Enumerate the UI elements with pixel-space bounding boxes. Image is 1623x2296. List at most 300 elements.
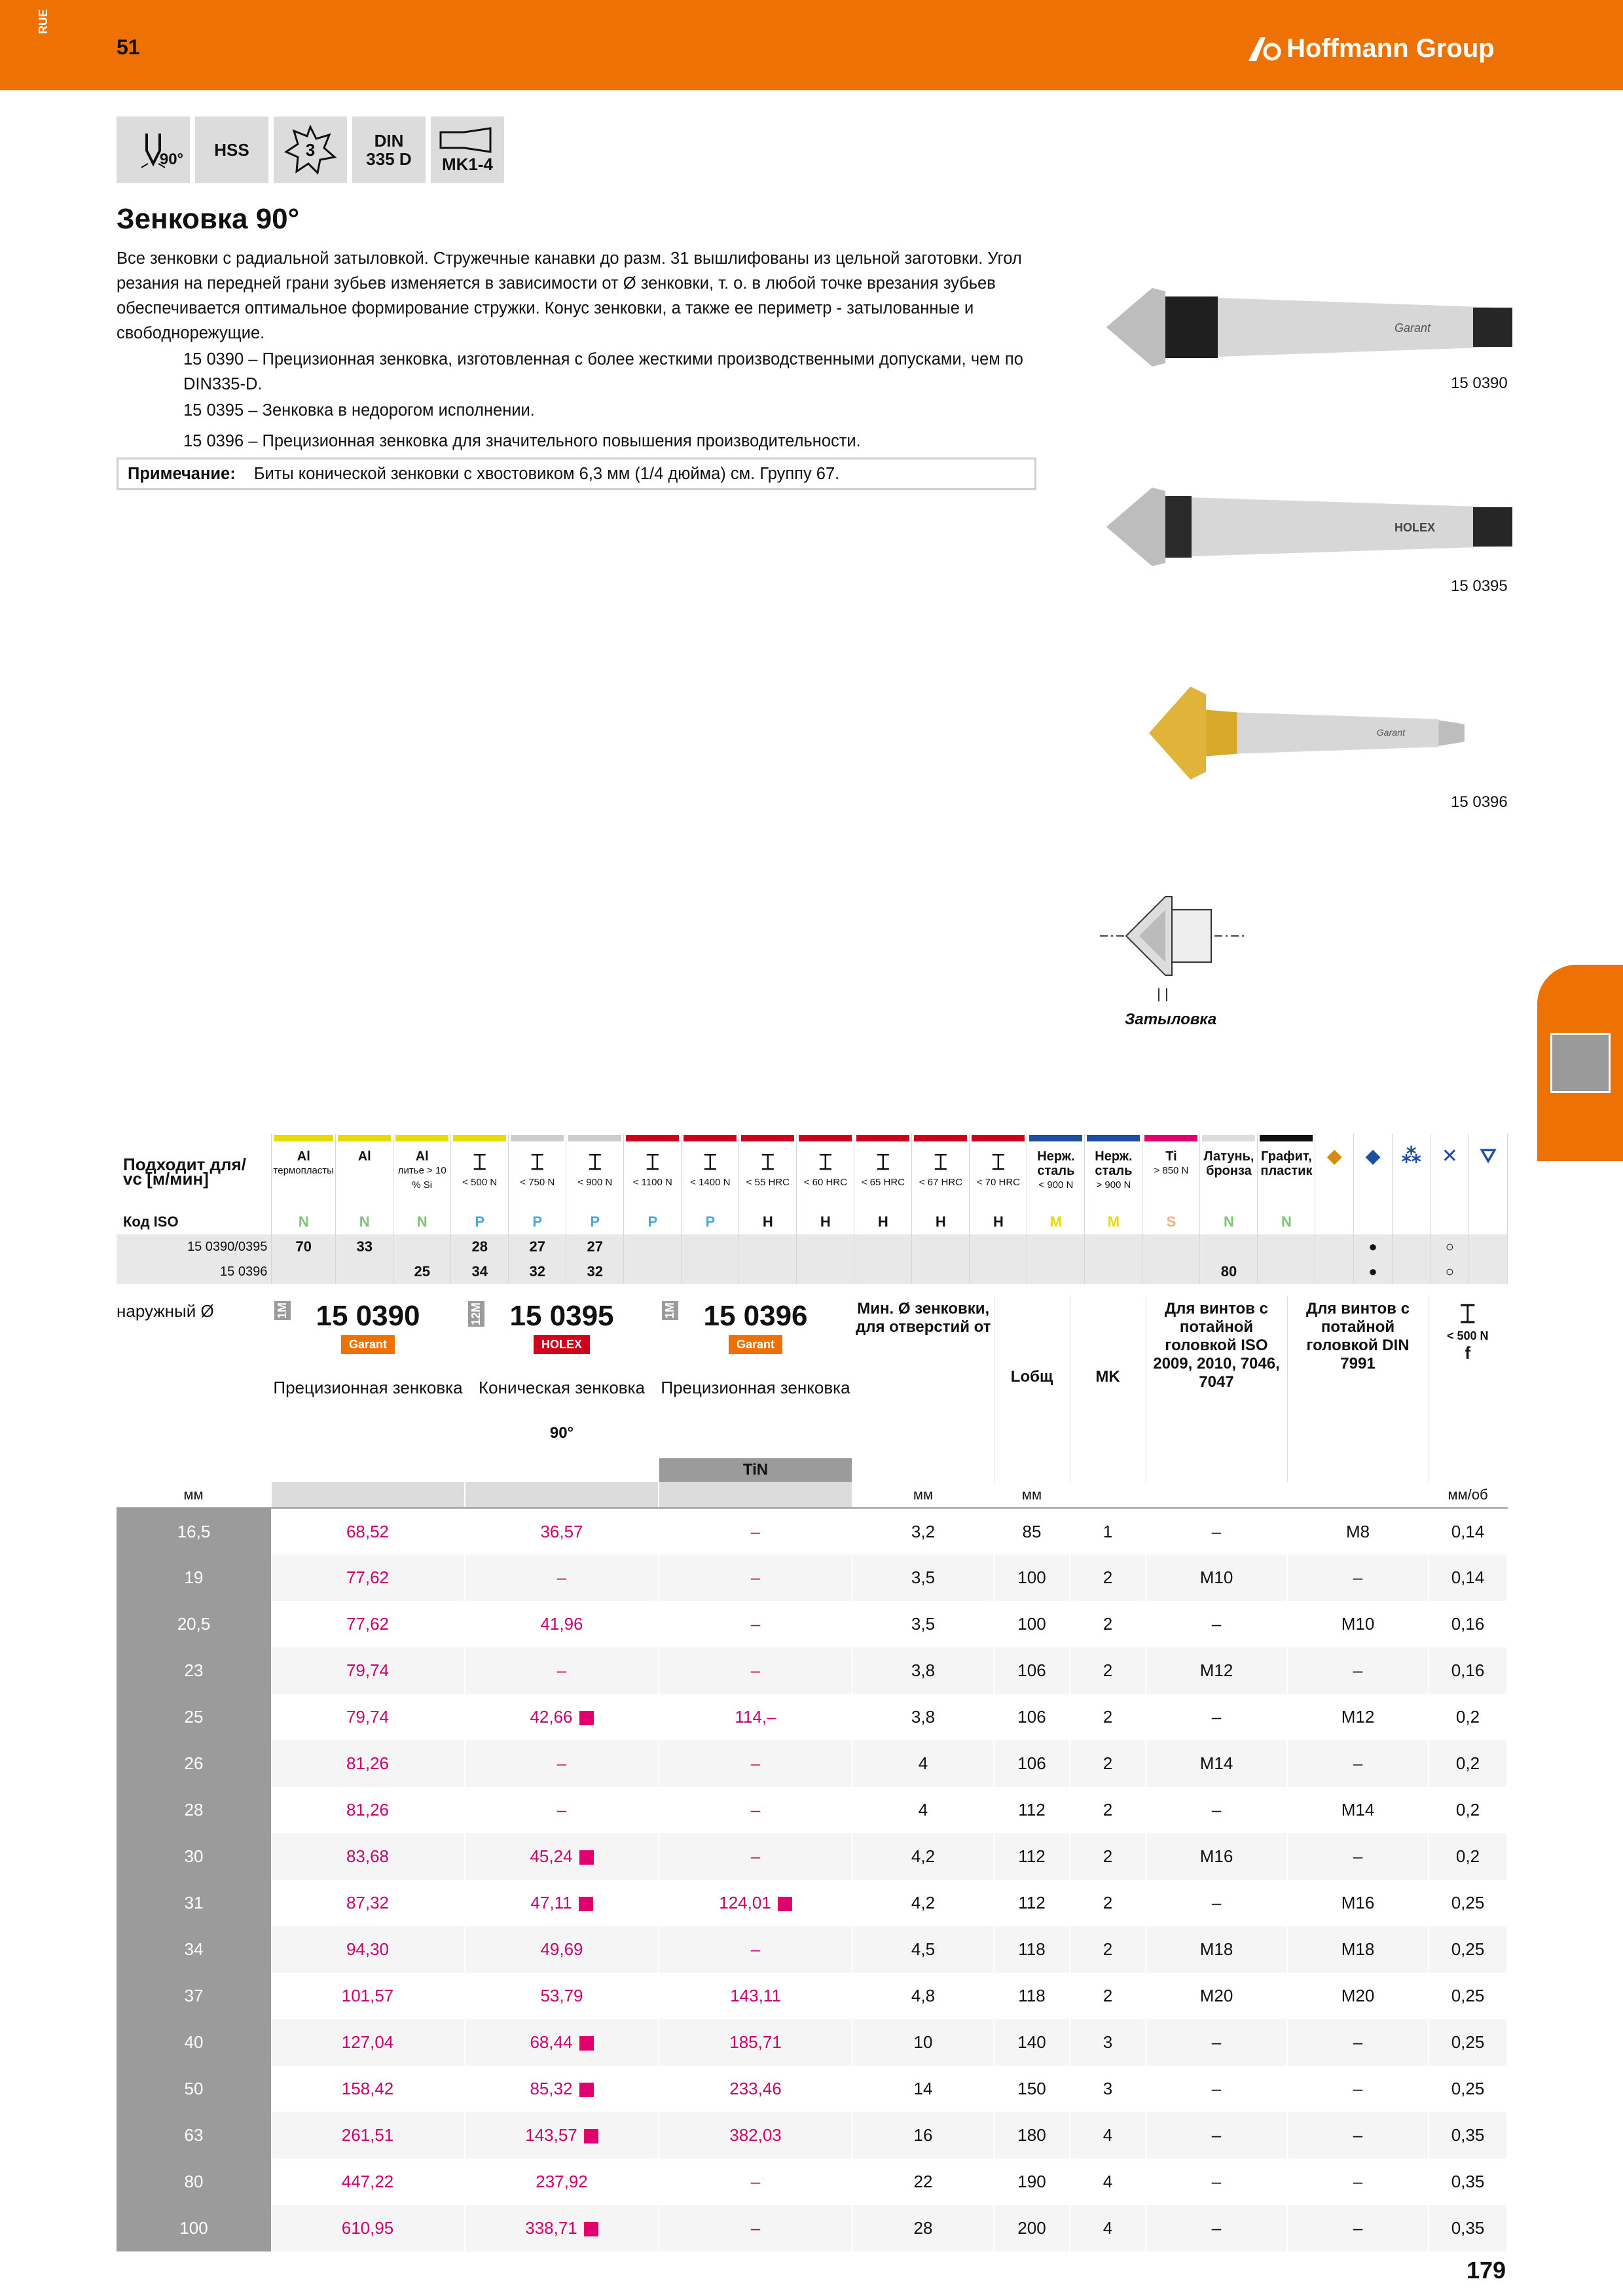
outer-diameter: 31: [117, 1880, 271, 1926]
unit-cell: [1146, 1482, 1287, 1508]
material-column: [624, 1134, 682, 1210]
din-cell: –: [1287, 1554, 1429, 1601]
material-color-bar: [856, 1135, 909, 1141]
price-cell[interactable]: [465, 1694, 659, 1740]
brand-logo[interactable]: [1247, 34, 1495, 63]
cutting-speed: [682, 1259, 739, 1284]
price-value: –: [750, 1753, 761, 1773]
price-cell[interactable]: [271, 1833, 465, 1880]
mk-cell: 3: [1070, 2066, 1146, 2112]
price-value: 49,69: [540, 1939, 583, 1959]
svg-text:HOLEX: HOLEX: [1395, 521, 1436, 534]
f-cell: 0,25: [1429, 1926, 1507, 1973]
material-strength: литье > 10 % Si: [397, 1165, 447, 1191]
note-box: Примечание: Биты конической зенковки с хвостовиком 6,3 мм (1/4 дюйма) см. Группу 67.: [117, 457, 1036, 490]
material-strength: < 60 HRC: [803, 1177, 847, 1188]
price-cell[interactable]: [271, 1508, 465, 1554]
price-value: 36,57: [540, 1521, 583, 1541]
price-cell[interactable]: [271, 1787, 465, 1833]
table-row[interactable]: [117, 1647, 1507, 1694]
price-cell[interactable]: [659, 1508, 852, 1554]
cutting-speed: 25: [393, 1259, 451, 1284]
material-strength: < 750 N: [520, 1177, 555, 1188]
outer-diameter: 40: [117, 2019, 271, 2066]
price-value: –: [750, 1846, 761, 1866]
price-cell[interactable]: [465, 1647, 659, 1694]
price-value: 68,44: [530, 2032, 573, 2052]
min-cell: 3,5: [852, 1601, 994, 1647]
page-title: Зенковка 90°: [117, 203, 300, 235]
price-cell[interactable]: [465, 2112, 659, 2159]
cutting-speed: [1085, 1234, 1142, 1259]
price-cell[interactable]: [659, 1740, 852, 1787]
table-row[interactable]: [117, 1694, 1507, 1740]
mk-cell: 2: [1070, 1601, 1146, 1647]
f-cell: 0,2: [1429, 1740, 1507, 1787]
coolant-mark: [1315, 1259, 1354, 1284]
material-strength: > 850 N: [1154, 1165, 1189, 1176]
l-cell: 118: [994, 1973, 1070, 2019]
table-row[interactable]: [117, 1601, 1507, 1647]
f-cell: 0,35: [1429, 2205, 1507, 2251]
table-row[interactable]: [117, 1508, 1507, 1554]
article-description: Прецизионная зенковка: [273, 1378, 463, 1397]
material-strength: < 500 N: [462, 1177, 498, 1188]
price-value: 77,62: [346, 1568, 390, 1587]
price-cell[interactable]: [659, 2019, 852, 2066]
l-cell: 140: [994, 2019, 1070, 2066]
l-cell: 150: [994, 2066, 1070, 2112]
section-tab[interactable]: [1537, 965, 1623, 1161]
price-cell[interactable]: [465, 2205, 659, 2251]
cutting-speed: [797, 1234, 854, 1259]
table-row[interactable]: [117, 1740, 1507, 1787]
iso-code: N: [1258, 1210, 1315, 1234]
price-cell[interactable]: [659, 1880, 852, 1926]
cutting-speed: 32: [509, 1259, 566, 1284]
article-number: 15 0395: [509, 1300, 614, 1332]
cutting-speed: [854, 1234, 912, 1259]
material-column: [509, 1134, 566, 1210]
min-cell: 3,2: [852, 1508, 994, 1554]
cutting-speed: [336, 1259, 393, 1284]
cutting-speed: [393, 1234, 451, 1259]
f-cell: 0,25: [1429, 2019, 1507, 2066]
table-row[interactable]: [117, 2205, 1507, 2251]
iso-cell: M10: [1146, 1554, 1287, 1601]
countersink-photo-150390: [1106, 278, 1512, 376]
price-value: 101,57: [341, 1986, 394, 2005]
table-row[interactable]: [117, 1833, 1507, 1880]
dry-crossed-icon: ✕: [1431, 1134, 1469, 1210]
brand-badge: Garant: [341, 1335, 395, 1354]
coolant-mark: ●: [1354, 1259, 1393, 1284]
coolant-mark: [1315, 1234, 1354, 1259]
f-cell: 0,35: [1429, 2112, 1507, 2159]
table-row[interactable]: [117, 1880, 1507, 1926]
material-column: [797, 1134, 854, 1210]
iso-code: H: [854, 1210, 912, 1234]
outer-diameter: 30: [117, 1833, 271, 1880]
price-cell[interactable]: [659, 1787, 852, 1833]
price-value: –: [750, 1660, 761, 1680]
din-cell: –: [1287, 1740, 1429, 1787]
table-row[interactable]: [117, 2159, 1507, 2205]
relief-caption: Затыловка: [1125, 1011, 1217, 1028]
price-cell[interactable]: [271, 1647, 465, 1694]
svg-text:3: 3: [305, 140, 316, 160]
unit-cell: мм/об: [1429, 1482, 1507, 1508]
coolant-mark: ○: [1431, 1234, 1469, 1259]
relief-drawing: [1093, 890, 1250, 1014]
stock-marker-icon: [778, 1897, 792, 1911]
material-name: Al: [357, 1149, 371, 1164]
price-value: –: [556, 1753, 567, 1773]
min-cell: 3,5: [852, 1554, 994, 1601]
material-column: [1085, 1134, 1142, 1210]
l-cell: 106: [994, 1694, 1070, 1740]
mk-cell: 4: [1070, 2112, 1146, 2159]
iso-code: M: [1027, 1210, 1085, 1234]
countersink-photo-150395: [1106, 478, 1512, 576]
price-cell[interactable]: [659, 1926, 852, 1973]
price-value: 382,03: [729, 2125, 782, 2145]
iso-code: S: [1142, 1210, 1200, 1234]
price-value: 127,04: [341, 2032, 394, 2052]
unit-cell: [1287, 1482, 1429, 1508]
unit-cell: мм: [117, 1482, 271, 1508]
unit-cell: [659, 1482, 852, 1508]
material-name: Нерж. сталь: [1037, 1149, 1075, 1178]
material-strength: < 70 HRC: [976, 1177, 1021, 1188]
price-value: –: [750, 2218, 761, 2238]
iso-cell: –: [1146, 1787, 1287, 1833]
cutting-speed: 80: [1200, 1259, 1258, 1284]
material-name: Al: [297, 1149, 310, 1164]
table-row[interactable]: [117, 2112, 1507, 2159]
din-cell: –: [1287, 2066, 1429, 2112]
stock-marker-icon: [579, 1897, 593, 1911]
price-cell[interactable]: [659, 1647, 852, 1694]
order-line: 15 0390 – Прецизионная зенковка, изготовленная с более жесткими производственными допусками, чем по DIN335-D.: [183, 350, 1023, 393]
cutting-speed: [624, 1234, 682, 1259]
min-cell: 4: [852, 1787, 994, 1833]
price-cell[interactable]: [465, 2159, 659, 2205]
price-cell[interactable]: [465, 1508, 659, 1554]
material-strength: < 55 HRC: [746, 1177, 790, 1188]
brand-badge: Garant: [729, 1335, 782, 1354]
price-cell[interactable]: [271, 1554, 465, 1601]
material-color-bar: [395, 1135, 448, 1141]
l-cell: 112: [994, 1880, 1070, 1926]
mk-cell: 2: [1070, 1880, 1146, 1926]
outer-diameter: 19: [117, 1554, 271, 1601]
table-row[interactable]: [117, 1554, 1507, 1601]
price-cell[interactable]: [271, 1973, 465, 2019]
material-strength: < 1100 N: [632, 1177, 672, 1188]
price-value: –: [556, 1800, 567, 1820]
table-row[interactable]: [117, 2019, 1507, 2066]
cutting-speed: 27: [509, 1234, 566, 1259]
coolant-mark: [1469, 1234, 1508, 1259]
material-strength: < 65 HRC: [861, 1177, 905, 1188]
product-description: Все зенковки с радиальной затыловкой. Стружечные канавки до разм. 31 вышлифованы из цельной заготовки. Угол резания на передней грани зубьев изменяется в зависимости от Ø зенковки, т. о. в любой точке врезания зубьев обеспечивается оптимальное формирование стружки. Конус зенковки, а также ее периметр - затылованные и свободнорежущие.: [117, 249, 1022, 342]
price-value: 87,32: [346, 1893, 390, 1912]
coolant-mark: ●: [1354, 1234, 1393, 1259]
material-color-bar: [1029, 1135, 1082, 1141]
photo-caption: 15 0396: [1451, 793, 1508, 811]
iso-row: [117, 1210, 1508, 1234]
i-beam-icon: ⌶: [473, 1150, 486, 1175]
price-cell[interactable]: [659, 2066, 852, 2112]
material-color-bar: [1202, 1135, 1255, 1141]
price-cell[interactable]: [271, 2019, 465, 2066]
stock-marker-icon: [579, 2036, 594, 2051]
price-cell[interactable]: [659, 1694, 852, 1740]
min-diameter-header: Мин. Ø зенковки, для отверстий от: [852, 1296, 994, 1482]
outer-diameter: 37: [117, 1973, 271, 2019]
mk-cell: 2: [1070, 1647, 1146, 1694]
feed-header: [1429, 1296, 1507, 1482]
cutting-speed: [739, 1234, 797, 1259]
i-beam-icon: ⌶: [1459, 1300, 1476, 1329]
material-column: [970, 1134, 1027, 1210]
iso-cell: –: [1146, 2159, 1287, 2205]
iso-cell: –: [1146, 1508, 1287, 1554]
price-value: –: [750, 1521, 761, 1541]
photo-caption: 15 0390: [1451, 374, 1508, 392]
application-row: [117, 1259, 1508, 1284]
unit-cell: мм: [852, 1482, 994, 1508]
outer-diameter-header: наружный Ø: [117, 1296, 271, 1482]
feed-symbol: f: [1465, 1343, 1471, 1363]
price-value: 45,24: [530, 1846, 573, 1866]
material-color-bar: [741, 1135, 794, 1141]
stock-marker-icon: [579, 1850, 594, 1865]
l-cell: 112: [994, 1833, 1070, 1880]
unit-row: [117, 1482, 1507, 1508]
material-strength: термопласты: [273, 1165, 334, 1176]
table-row[interactable]: [117, 1926, 1507, 1973]
i-beam-icon: ⌶: [761, 1150, 775, 1175]
material-column: [393, 1134, 451, 1210]
svg-text:Garant: Garant: [1395, 321, 1431, 334]
price-cell[interactable]: [271, 2159, 465, 2205]
price-value: –: [750, 1568, 761, 1587]
unit-cell: [465, 1482, 659, 1508]
price-value: 143,57: [525, 2125, 577, 2145]
price-value: 81,26: [346, 1800, 390, 1820]
article-description: Прецизионная зенковка: [661, 1378, 850, 1397]
i-beam-icon: ⌶: [991, 1150, 1006, 1175]
f-cell: 0,25: [1429, 1973, 1507, 2019]
price-cell[interactable]: [659, 1601, 852, 1647]
outer-diameter: 100: [117, 2205, 271, 2251]
price-cell[interactable]: [465, 1740, 659, 1787]
coolant-mark: [1469, 1259, 1508, 1284]
angle-label: 90°: [549, 1424, 574, 1442]
price-cell[interactable]: [271, 2066, 465, 2112]
min-cell: 10: [852, 2019, 994, 2066]
price-cell[interactable]: [271, 1880, 465, 1926]
iso-cell: –: [1146, 1880, 1287, 1926]
application-header: [117, 1134, 1508, 1210]
price-value: 47,11: [530, 1893, 572, 1912]
price-value: 338,71: [525, 2218, 577, 2238]
article-150390[interactable]: [271, 1296, 465, 1482]
f-cell: 0,16: [1429, 1601, 1507, 1647]
outer-diameter: 34: [117, 1926, 271, 1973]
material-color-bar: [1144, 1135, 1197, 1141]
price-value: –: [556, 1660, 567, 1680]
price-cell[interactable]: [659, 1833, 852, 1880]
price-cell[interactable]: [271, 1694, 465, 1740]
min-cell: 4,8: [852, 1973, 994, 2019]
price-cell[interactable]: [659, 1554, 852, 1601]
cutting-speed: [912, 1259, 970, 1284]
min-cell: 4,2: [852, 1880, 994, 1926]
article-number: 15 0396: [703, 1300, 808, 1332]
material-color-bar: [338, 1135, 391, 1141]
article-150396[interactable]: [659, 1296, 852, 1482]
price-value: 83,68: [346, 1846, 390, 1866]
price-value: 124,01: [719, 1893, 771, 1912]
cutting-speed: [854, 1259, 912, 1284]
material-hss-icon: HSS: [195, 117, 268, 183]
price-value: 81,26: [346, 1753, 390, 1773]
material-name: Ti: [1165, 1149, 1177, 1164]
order-line: 15 0395 – Зенковка в недорогом исполнении.: [183, 401, 535, 420]
iso-code: H: [970, 1210, 1027, 1234]
material-column: [272, 1134, 336, 1210]
section-number: 51: [117, 35, 140, 59]
material-color-bar: [1260, 1135, 1313, 1141]
price-cell[interactable]: [271, 1601, 465, 1647]
l-cell: 106: [994, 1740, 1070, 1787]
min-cell: 28: [852, 2205, 994, 2251]
din-cell: M14: [1287, 1787, 1429, 1833]
article-150395[interactable]: [465, 1296, 659, 1482]
price-cell[interactable]: [465, 1880, 659, 1926]
price-cell[interactable]: [271, 1740, 465, 1787]
iso-label: Код ISO: [117, 1210, 272, 1234]
application-label-line: vc [м/мин]: [123, 1169, 209, 1189]
morse-taper-header: MK: [1070, 1296, 1146, 1482]
iso-cell: –: [1146, 1694, 1287, 1740]
price-cell[interactable]: [659, 2159, 852, 2205]
price-value: 447,22: [341, 2172, 394, 2191]
iso-code: P: [624, 1210, 682, 1234]
cutting-speed: [1142, 1234, 1200, 1259]
material-column: [854, 1134, 912, 1210]
application-label: [117, 1134, 272, 1210]
table-row[interactable]: [117, 2066, 1507, 2112]
iso-code: N: [336, 1210, 393, 1234]
price-value: 53,79: [540, 1986, 583, 2005]
i-beam-icon: ⌶: [588, 1150, 602, 1175]
brand-badge: HOLEX: [534, 1335, 590, 1354]
din-cell: M12: [1287, 1694, 1429, 1740]
mk-cell: 2: [1070, 1973, 1146, 2019]
article-description: Коническая зенковка: [479, 1378, 645, 1397]
iso-cell: M20: [1146, 1973, 1287, 2019]
cutting-speed: 34: [451, 1259, 509, 1284]
unit-cell: [271, 1482, 465, 1508]
iso-code: M: [1085, 1210, 1142, 1234]
f-cell: 0,14: [1429, 1554, 1507, 1601]
price-value: 79,74: [346, 1707, 390, 1727]
min-cell: 16: [852, 2112, 994, 2159]
cutting-speed: 70: [272, 1234, 336, 1259]
din-cell: M10: [1287, 1601, 1429, 1647]
material-name: Латунь, бронза: [1203, 1149, 1254, 1178]
price-value: 77,62: [346, 1614, 390, 1634]
drill-icon: [1550, 1033, 1611, 1093]
price-cell[interactable]: [465, 2066, 659, 2112]
cutting-speed: [912, 1234, 970, 1259]
table-row[interactable]: [117, 1973, 1507, 2019]
price-cell[interactable]: [659, 1973, 852, 2019]
l-cell: 85: [994, 1508, 1070, 1554]
price-cell[interactable]: [271, 1926, 465, 1973]
material-color-bar: [972, 1135, 1025, 1141]
outer-diameter: 23: [117, 1647, 271, 1694]
price-cell[interactable]: [465, 1787, 659, 1833]
cutting-speed: [1258, 1234, 1315, 1259]
price-cell[interactable]: [271, 2112, 465, 2159]
article-number: 15 0390: [316, 1300, 420, 1332]
table-row[interactable]: [117, 1787, 1507, 1833]
price-cell[interactable]: [465, 1554, 659, 1601]
cutting-speed: [1200, 1234, 1258, 1259]
price-cell[interactable]: [659, 2205, 852, 2251]
material-color-bar: [511, 1135, 564, 1141]
i-beam-icon: ⌶: [703, 1150, 717, 1175]
price-cell[interactable]: [465, 1833, 659, 1880]
l-cell: 118: [994, 1926, 1070, 1973]
unit-cell: [1070, 1482, 1146, 1508]
mk-cell: 1: [1070, 1508, 1146, 1554]
price-cell[interactable]: [465, 1973, 659, 2019]
price-cell[interactable]: [465, 1926, 659, 1973]
cutting-speed: [1258, 1259, 1315, 1284]
cutting-speed: [739, 1259, 797, 1284]
mk-cell: 2: [1070, 1740, 1146, 1787]
coolant-mark: [1392, 1259, 1431, 1284]
price-cell[interactable]: [465, 1601, 659, 1647]
iso-cell: –: [1146, 2205, 1287, 2251]
material-strength: < 900 N: [577, 1177, 613, 1188]
price-cell[interactable]: [271, 2205, 465, 2251]
outer-diameter: 63: [117, 2112, 271, 2159]
i-beam-icon: ⌶: [818, 1150, 833, 1175]
f-cell: 0,2: [1429, 1833, 1507, 1880]
l-cell: 200: [994, 2205, 1070, 2251]
price-cell[interactable]: [465, 2019, 659, 2066]
length-header: Lобщ: [994, 1296, 1070, 1482]
standard-din-icon: DIN 335 D: [352, 117, 426, 183]
material-column: [1200, 1134, 1258, 1210]
iso-code: H: [797, 1210, 854, 1234]
morse-taper-icon: MK1-4: [431, 117, 504, 183]
l-cell: 190: [994, 2159, 1070, 2205]
material-strength: < 67 HRC: [919, 1177, 962, 1188]
min-cell: 4,2: [852, 1833, 994, 1880]
material-column: [1027, 1134, 1085, 1210]
countersink-photo-150396: [1106, 684, 1512, 782]
iso-cell: M16: [1146, 1833, 1287, 1880]
price-cell[interactable]: [659, 2112, 852, 2159]
